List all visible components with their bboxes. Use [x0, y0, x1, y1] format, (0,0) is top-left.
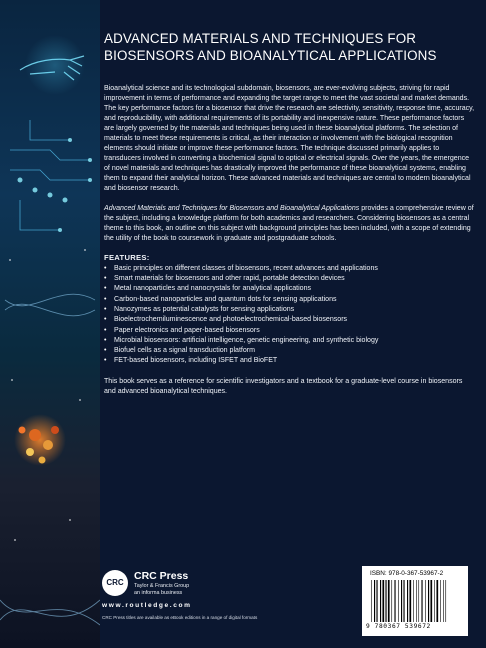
barcode-bar: [421, 580, 422, 622]
feature-item: • Paper electronics and paper-based biosensors: [104, 326, 476, 336]
title-line-2: BIOSENSORS AND BIOANALYTICAL APPLICATIONS: [104, 48, 437, 63]
back-cover-description: [104, 84, 476, 406]
barcode-bar: [391, 580, 392, 622]
barcode-bar: [374, 580, 375, 622]
publisher-block: [100, 568, 320, 638]
book-title: [104, 30, 474, 64]
artwork-graphic: [0, 0, 100, 648]
crc-press-logo: CRC: [102, 570, 128, 596]
barcode-bar: [401, 580, 402, 622]
description-paragraph-3: This book serves as a reference for scientific investigators and a textbook for a graduate-level course in biosensors and advanced bioanalytical techniques.: [104, 377, 463, 395]
feature-item: • Microbial biosensors: artificial intelligence, genetic engineering, and synthetic biology: [104, 336, 476, 346]
molecule-cluster: [14, 414, 66, 466]
description-paragraph-2: [104, 204, 476, 244]
barcode-bar: [428, 580, 429, 622]
cover-artwork: [0, 0, 100, 648]
feature-item: • Biofuel cells as a signal transduction platform: [104, 346, 476, 356]
barcode-bar: [430, 580, 432, 622]
features-list: [104, 264, 476, 367]
publisher-name: CRC Press: [134, 570, 189, 582]
barcode-bar: [409, 580, 411, 622]
title-line-1: ADVANCED MATERIALS AND TECHNIQUES FOR: [104, 31, 417, 46]
barcode-bar: [436, 580, 438, 622]
isbn-text: ISBN: 978-0-367-53967-2: [370, 570, 444, 577]
barcode-bar: [445, 580, 446, 622]
feature-item: • Nanozymes as potential catalysts for sensing applications: [104, 305, 476, 315]
barcode-bar: [403, 580, 404, 622]
feature-item: • Smart materials for biosensors and other rapid, portable detection devices: [104, 274, 476, 284]
isbn-barcode: [362, 566, 468, 636]
ebook-note: CRC Press titles are available as eBook editions in a range of digital formats: [102, 615, 258, 620]
barcode-bar: [418, 580, 419, 622]
description-paragraph-1: Bioanalytical science and its technological subdomain, biosensors, are ever-evolving subjects, striving for rapid improvement in terms of performance and expanding the target range to meet the vast societal and market demands. The key performance factors for a biosensor that drive the research are selectivity, sensitivity, response time, accuracy, and reproducibility, with additional requirements of its portability and inexpensive nature. These performance factors are largely governed by the materials and techniques being used in these bioanalytical platforms. The selection of materials to meet these requirements is critical, as their interaction or involvement with the biological recognition elements should initiate or improve these performance factors. The technique discussed primarily applies to transducers involved in converting a biochemical signal to optical or electrical signals. Over the years, the emergence of novel materials and techniques has drastically improved the performance of these bioanalytical systems, enabling them to expand their analytical horizon. These advanced materials and techniques are central to modern bioanalytical and biosensor research.: [104, 85, 475, 193]
feature-item: • Basic principles on different classes of biosensors, recent advances and applications: [104, 264, 476, 274]
barcode-bar: [440, 580, 441, 622]
barcode-number: 9 780367 539672: [366, 623, 431, 630]
feature-item: • Bioelectrochemiluminescence and photoelectrochemical-based biosensors: [104, 315, 476, 325]
feature-item: • Carbon-based nanoparticles and quantum dots for sensing applications: [104, 295, 476, 305]
barcode-bar: [398, 580, 399, 622]
feature-item: • Metal nanoparticles and nanocrystals for analytical applications: [104, 284, 476, 294]
barcode-bar: [376, 580, 377, 622]
barcode-bar: [385, 580, 386, 622]
book-title-italic: Advanced Materials and Techniques for Biosensors and Bioanalytical Applications: [104, 204, 360, 212]
barcode-bar: [443, 580, 444, 622]
features-heading: FEATURES:: [104, 252, 150, 262]
feature-item: • FET-based biosensors, including ISFET and BioFET: [104, 356, 476, 366]
publisher-group: Taylor & Francis Group: [134, 583, 190, 589]
barcode-bar: [380, 580, 381, 622]
barcode-bar: [394, 580, 395, 622]
barcode-bars: [370, 580, 460, 622]
barcode-bar: [416, 580, 417, 622]
barcode-bar: [413, 580, 414, 622]
publisher-website[interactable]: www.routledge.com: [102, 602, 192, 609]
barcode-bar: [382, 580, 384, 622]
barcode-bar: [371, 580, 372, 622]
paragraph-2-text: provides a comprehensive review of the subject, including a knowledge platform for both academics and researchers. Considering biosensors as a central theme to this book, an outline on this subject with background principles has been included, with a scope of extending the utility of the book to coursework in graduate and postgraduate schools.: [104, 204, 474, 242]
barcode-bar: [425, 580, 426, 622]
barcode-bar: [434, 580, 435, 622]
publisher-tagline: an informa business: [134, 590, 183, 596]
barcode-bar: [407, 580, 408, 622]
barcode-bar: [388, 580, 390, 622]
